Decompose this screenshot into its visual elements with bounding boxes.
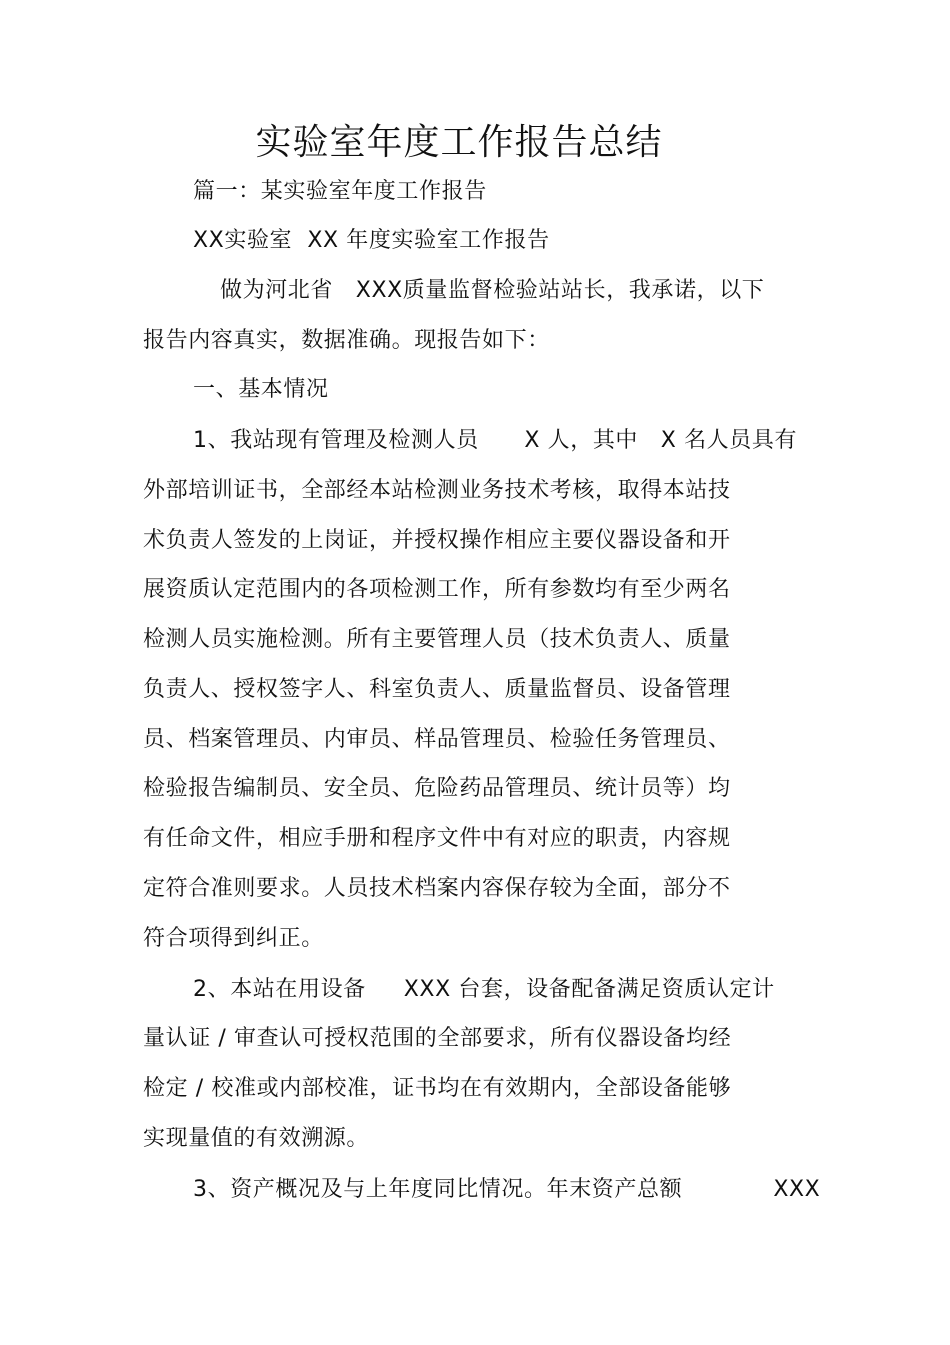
document-title: 实验室年度工作报告总结: [255, 122, 663, 163]
paragraph-line: 实现量值的有效溯源。: [143, 1126, 370, 1151]
report-subtitle: XX实验室 XX 年度实验室工作报告: [193, 228, 550, 253]
paragraph-line: 3、资产概况及与上年度同比情况。年末资产总额 XXX: [193, 1177, 821, 1202]
paragraph-line: 外部培训证书，全部经本站检测业务技术考核，取得本站技: [143, 478, 731, 503]
paragraph-line: 报告内容真实，数据准确。现报告如下：: [143, 328, 550, 353]
section-heading-basic-info: 一、基本情况: [193, 377, 329, 402]
paragraph-line: 1、我站现有管理及检测人员 X 人，其中 X 名人员具有: [193, 428, 798, 453]
paragraph-line: 定符合准则要求。人员技术档案内容保存较为全面，部分不: [143, 876, 731, 901]
paragraph-line: 2、本站在用设备 XXX 台套，设备配备满足资质认定计: [193, 977, 775, 1002]
section-heading-chapter-one: 篇一：某实验室年度工作报告: [193, 179, 487, 204]
paragraph-line: 检验报告编制员、安全员、危险药品管理员、统计员等）均: [143, 776, 731, 801]
paragraph-line: 术负责人签发的上岗证，并授权操作相应主要仪器设备和开: [143, 528, 731, 553]
paragraph-line: 检定 / 校准或内部校准，证书均在有效期内，全部设备能够: [143, 1076, 732, 1101]
paragraph-line: 员、档案管理员、内审员、样品管理员、检验任务管理员、: [143, 727, 731, 752]
paragraph-line: 量认证 / 审查认可授权范围的全部要求，所有仪器设备均经: [143, 1026, 732, 1051]
paragraph-line: 符合项得到纠正。: [143, 926, 324, 951]
paragraph-line: 负责人、授权签字人、科室负责人、质量监督员、设备管理: [143, 677, 731, 702]
paragraph-line: 检测人员实施检测。所有主要管理人员（技术负责人、质量: [143, 627, 731, 652]
paragraph-line: 展资质认定范围内的各项检测工作，所有参数均有至少两名: [143, 577, 731, 602]
paragraph-line: 有任命文件，相应手册和程序文件中有对应的职责，内容规: [143, 826, 731, 851]
paragraph-line: 做为河北省 XXX质量监督检验站站长，我承诺，以下: [220, 278, 765, 303]
